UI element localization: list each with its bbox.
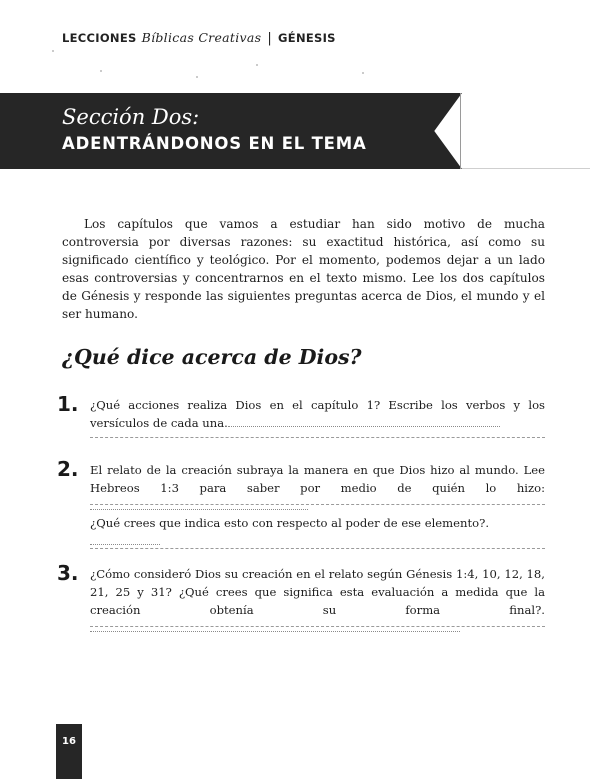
answer-line-inline[interactable] [90, 631, 460, 632]
header-series: LECCIONES [62, 31, 137, 45]
question-followup-text: ¿Qué crees que indica esto con respecto al poder de ese elemento?. [90, 516, 490, 530]
question-text: El relato de la creación subraya la manera en que Dios hizo al mundo. Lee Hebreos 1:3 para saber por medio de quién lo hizo: [90, 463, 545, 495]
header-separator: | [267, 31, 273, 46]
answer-line[interactable] [90, 437, 545, 438]
decorative-speckle [100, 70, 102, 72]
decorative-speckle [256, 64, 258, 66]
question-number: 1. [57, 392, 79, 416]
header-series-script: Bíblicas Creativas [141, 30, 262, 45]
running-header [62, 30, 336, 46]
decorative-speckle [362, 72, 364, 74]
page-number-tab [56, 724, 82, 779]
section-label: Sección Dos: [62, 105, 200, 129]
subsection-heading: ¿Qué dice acerca de Dios? [62, 345, 362, 369]
question-number: 2. [57, 457, 79, 481]
answer-line-inline[interactable] [228, 426, 500, 427]
question-text: ¿Qué acciones realiza Dios en el capítulo 1? Escribe los verbos y los versículos de cada una. [90, 398, 545, 430]
question-2-text [90, 461, 545, 515]
banner-accent-line [440, 93, 461, 169]
question-2-followup [90, 514, 545, 550]
question-text: ¿Cómo consideró Dios su creación en el relato según Génesis 1:4, 10, 12, 18, 21, 25 y 31? ¿Qué crees que significa esta evaluación a medida que la creación obtenía su forma final?. [90, 567, 545, 617]
question-number: 3. [57, 561, 79, 585]
answer-line[interactable] [90, 626, 545, 627]
answer-line[interactable] [90, 504, 545, 505]
header-book: GÉNESIS [278, 31, 336, 45]
intro-paragraph: Los capítulos que vamos a estudiar han sido motivo de mucha controversia por diversas razones: su exactitud histórica, así como su significado científico y teológico. Por el momento, podemos dejar a un lado esas controversias y concentrarnos en el texto mismo. Lee los dos capítulos de Génesis y responde las siguientes preguntas acerca de Dios, el mundo y el ser humano. [62, 217, 545, 321]
page-number: 16 [62, 736, 76, 747]
question-1-text [90, 396, 545, 432]
decorative-speckle [52, 50, 54, 52]
answer-line-inline[interactable] [90, 509, 308, 510]
banner-rule [462, 168, 590, 169]
decorative-speckle [196, 76, 198, 78]
answer-line[interactable] [90, 548, 545, 549]
answer-line-inline[interactable] [90, 544, 160, 545]
section-title: ADENTRÁNDONOS EN EL TEMA [62, 134, 367, 153]
